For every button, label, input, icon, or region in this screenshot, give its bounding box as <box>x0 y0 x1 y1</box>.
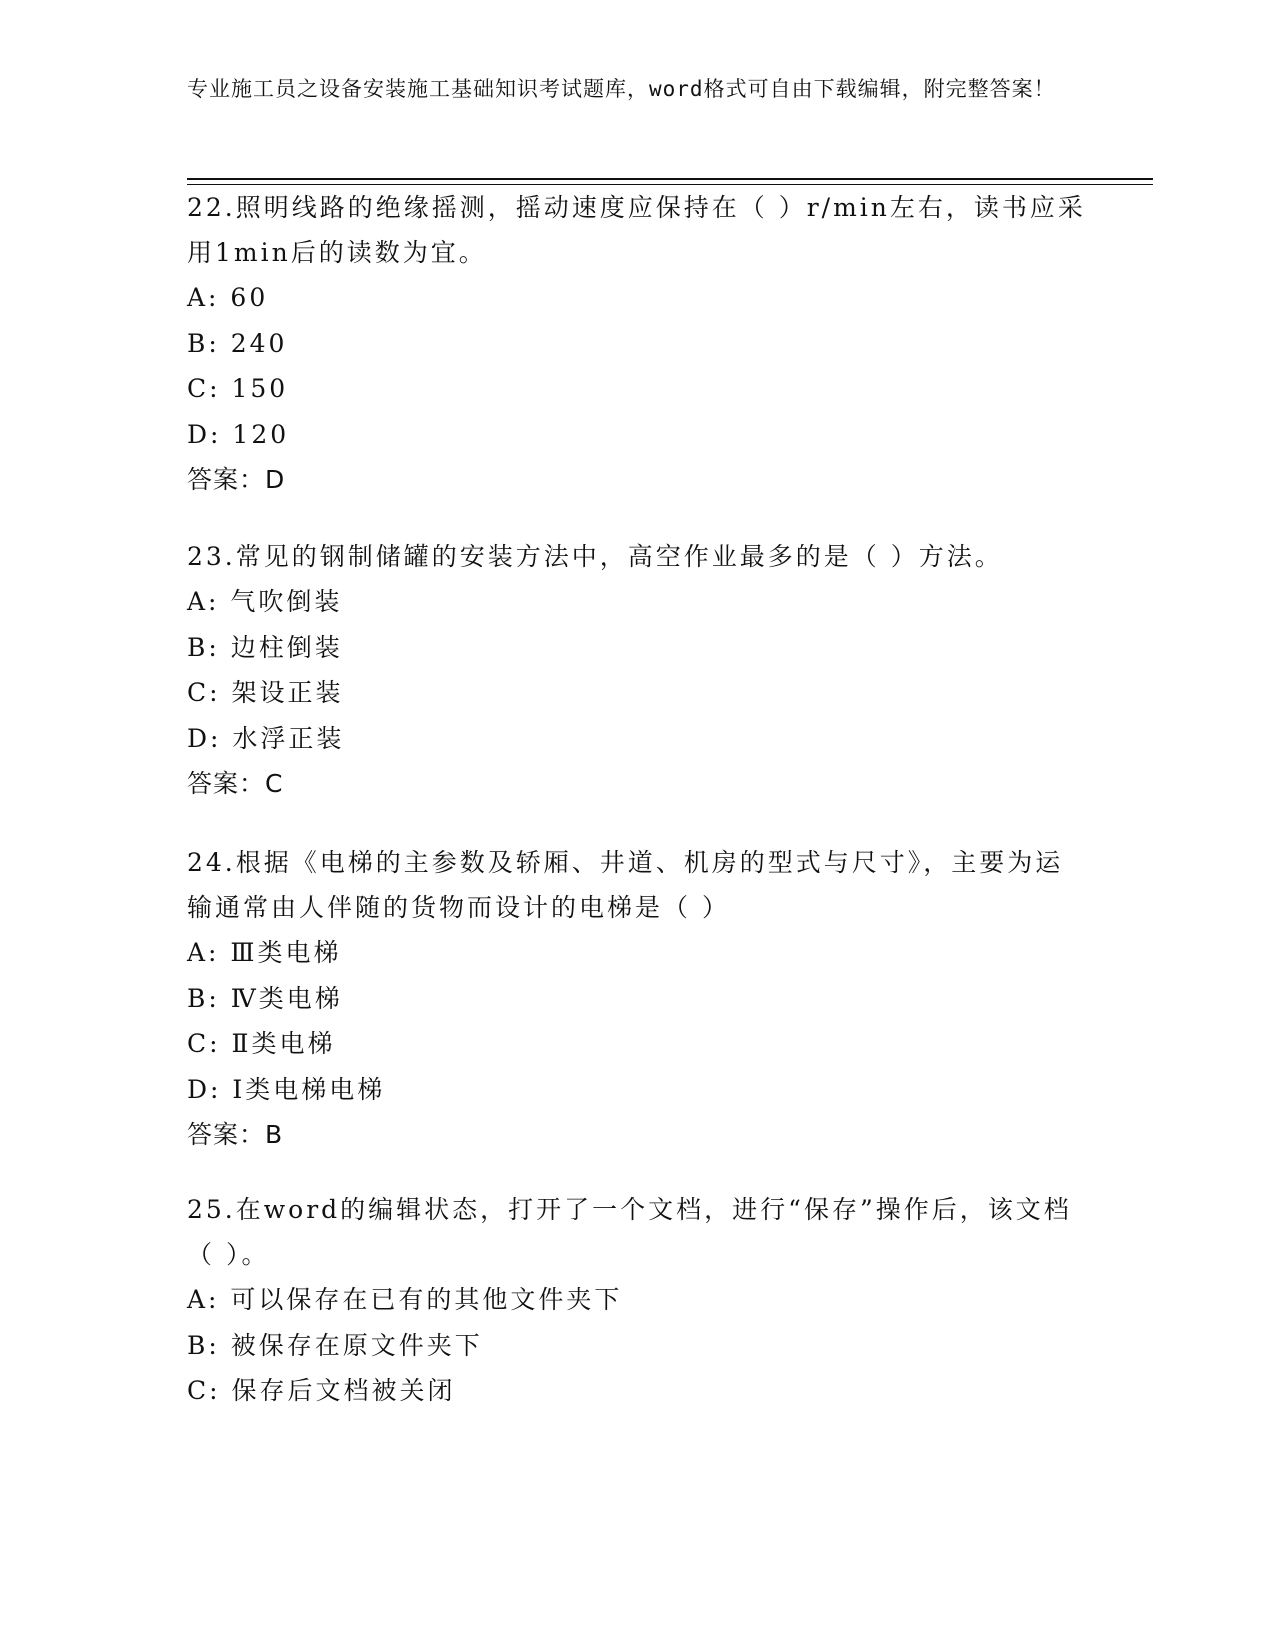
answer: 答案：D <box>187 465 286 494</box>
option-d: D: Ⅰ类电梯电梯 <box>187 1074 386 1104</box>
option-d: D: 120 <box>187 419 290 449</box>
option-a: A: 60 <box>187 283 269 312</box>
question-23 <box>187 534 1087 806</box>
option-c: C: Ⅱ类电梯 <box>187 1029 336 1058</box>
answer: 答案：B <box>187 1120 284 1149</box>
question-24 <box>187 840 1087 1157</box>
option-b: B: 被保存在原文件夹下 <box>187 1330 483 1360</box>
header-divider-thick <box>187 178 1153 180</box>
option-b: B: 240 <box>187 328 288 358</box>
question-stem: 24.根据《电梯的主参数及轿厢、井道、机房的型式与尺寸》，主要为运输通常由人伴随的货物而设计的电梯是（ ） <box>187 848 1064 922</box>
option-a: A: Ⅲ类电梯 <box>187 938 342 967</box>
question-stem: 25.在word的编辑状态，打开了一个文档，进行“保存”操作后，该文档（ ）。 <box>187 1195 1072 1269</box>
option-d: D: 水浮正装 <box>187 723 345 753</box>
option-b: B: Ⅳ类电梯 <box>187 983 343 1013</box>
question-22 <box>187 185 1087 502</box>
option-a: A: 可以保存在已有的其他文件夹下 <box>187 1285 623 1314</box>
answer: 答案：C <box>187 769 284 798</box>
option-b: B: 边柱倒装 <box>187 632 343 662</box>
option-c: C: 保存后文档被关闭 <box>187 1376 456 1405</box>
option-a: A: 气吹倒装 <box>187 587 343 616</box>
option-c: C: 架设正装 <box>187 678 344 707</box>
question-stem: 22.照明线路的绝缘摇测，摇动速度应保持在（ ）r/min左右，读书应采用1min后的读数为宜。 <box>187 193 1086 267</box>
question-stem: 23.常见的钢制储罐的安装方法中，高空作业最多的是（ ）方法。 <box>187 542 1003 571</box>
question-25 <box>187 1187 1087 1414</box>
document-header: 专业施工员之设备安装施工基础知识考试题库，word格式可自由下载编辑，附完整答案！ <box>187 77 1056 101</box>
option-c: C: 150 <box>187 374 289 403</box>
